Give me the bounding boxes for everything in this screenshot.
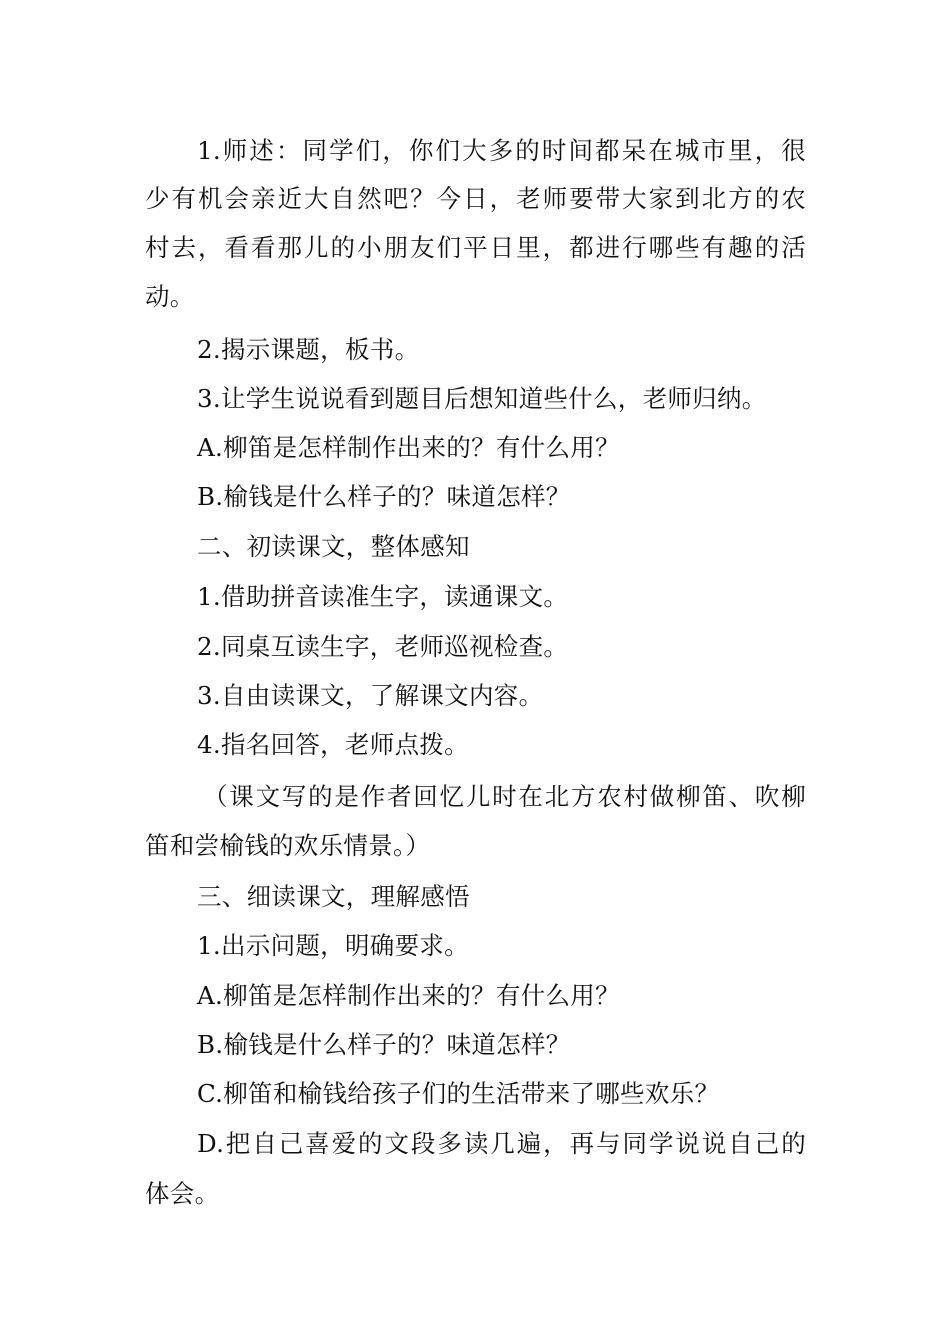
question-b: B.榆钱是什么样子的？味道怎样？ <box>197 482 571 511</box>
question-a: A.柳笛是怎样制作出来的？有什么用？ <box>197 433 620 462</box>
reveal-title-item: 2.揭示课题，板书。 <box>197 335 420 364</box>
intro-line-2: 少有机会亲近大自然吧？今日，老师要带大家到北方的农 <box>145 184 806 213</box>
summary-note-line-1: （课文写的是作者回忆儿时在北方农村做柳笛、吹柳 <box>203 782 806 811</box>
detail-question-b: B.榆钱是什么样子的？味道怎样？ <box>197 1030 571 1059</box>
section-heading-2: 二、初读课文，整体感知 <box>197 532 470 561</box>
intro-line-3: 村去，看看那儿的小朋友们平日里，都进行哪些有趣的活 <box>145 233 806 262</box>
detail-question-d-line-2: 体会。 <box>145 1179 220 1208</box>
requirement-item: 1.出示问题，明确要求。 <box>197 931 469 960</box>
section-heading-3: 三、细读课文，理解感悟 <box>197 882 470 911</box>
intro-line-1: 1.师述：同学们，你们大多的时间都呆在城市里，很 <box>197 136 806 165</box>
detail-question-c: C.柳笛和榆钱给孩子们的生活带来了哪些欢乐？ <box>197 1079 720 1108</box>
student-questions-item: 3.让学生说说看到题目后想知道些什么，老师归纳。 <box>197 384 767 413</box>
summary-note-line-2: 笛和尝榆钱的欢乐情景。） <box>145 831 431 860</box>
detail-question-a: A.柳笛是怎样制作出来的？有什么用？ <box>197 981 620 1010</box>
step-3: 3.自由读课文，了解课文内容。 <box>197 681 544 710</box>
step-2: 2.同桌互读生字，老师巡视检查。 <box>197 632 569 661</box>
detail-question-d-line-1: D.把自己喜爱的文段多读几遍，再与同学说说自己的 <box>197 1129 806 1158</box>
intro-line-4: 动。 <box>145 282 195 311</box>
step-1: 1.借助拼音读准生字，读通课文。 <box>197 582 569 611</box>
step-4: 4.指名回答，老师点拨。 <box>197 730 469 759</box>
